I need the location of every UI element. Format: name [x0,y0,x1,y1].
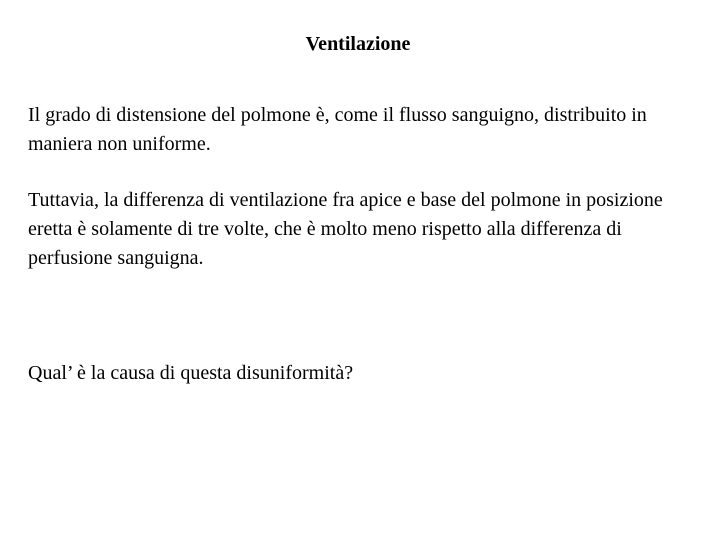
paragraph-question: Qual’ è la causa di questa disuniformità? [28,362,354,384]
paragraph-distension: Il grado di distensione del polmone è, come il flusso sanguigno, distribuito in maniera non uniforme. [28,104,647,155]
paragraph-ventilation-difference: Tuttavia, la differenza di ventilazione fra apice e base del polmone in posizione eretta è solamente di tre volte, che è molto meno rispetto alla differenza di perfusione sanguigna. [28,189,663,269]
slide-title: Ventilazione [305,33,411,55]
